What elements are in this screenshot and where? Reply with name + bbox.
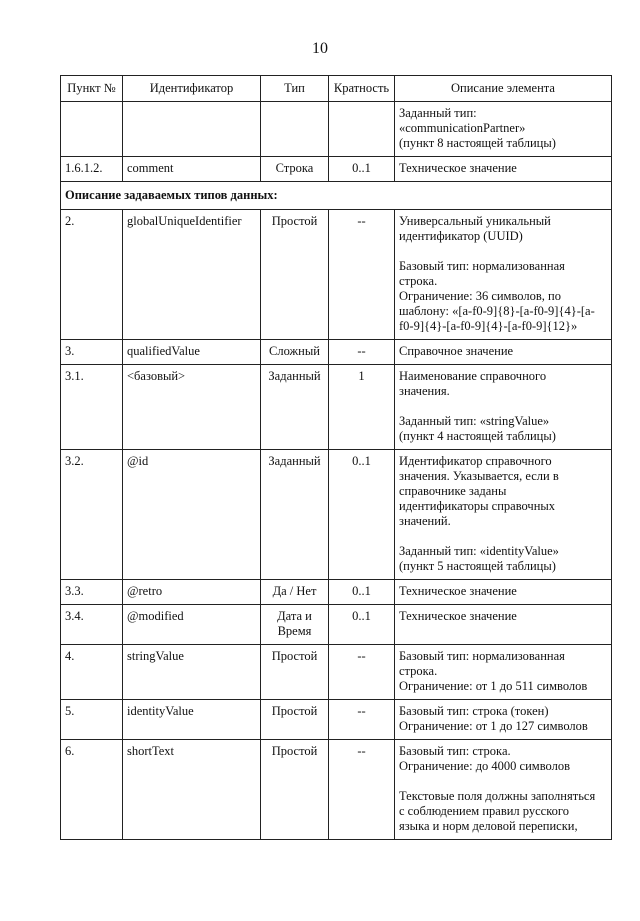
- identifier-cell: qualifiedValue: [123, 340, 261, 365]
- item-number-cell: 3.1.: [61, 365, 123, 450]
- description-line: f0-9]{4}-[a-f0-9]{4}-[a-f0-9]{12}»: [399, 319, 578, 333]
- identifier-cell: globalUniqueIdentifier: [123, 210, 261, 340]
- type-cell: Дата и Время: [261, 605, 329, 645]
- description-line: Базовый тип: нормализованная: [399, 649, 565, 663]
- table-row: [61, 102, 612, 157]
- description-line: Заданный тип: «identityValue»: [399, 544, 559, 558]
- multiplicity-cell: [329, 102, 395, 157]
- header-type: Тип: [261, 76, 329, 102]
- item-number-cell: 6.: [61, 740, 123, 840]
- item-number-cell: 3.: [61, 340, 123, 365]
- description-paragraph: [399, 744, 607, 774]
- identifier-cell: @id: [123, 450, 261, 580]
- multiplicity-cell: --: [329, 645, 395, 700]
- description-line: Текстовые поля должны заполняться: [399, 789, 596, 803]
- description-line: Справочное значение: [399, 344, 514, 358]
- description-line: Идентификатор справочного: [399, 454, 552, 468]
- description-cell: [395, 605, 612, 645]
- description-line: значений.: [399, 514, 451, 528]
- description-line: идентификаторы справочных: [399, 499, 556, 513]
- type-cell: Простой: [261, 210, 329, 340]
- description-cell: [395, 365, 612, 450]
- description-cell: [395, 340, 612, 365]
- description-line: Заданный тип: «stringValue»: [399, 414, 550, 428]
- item-number-cell: 5.: [61, 700, 123, 740]
- table-row: [61, 365, 612, 450]
- table-row: [61, 645, 612, 700]
- description-paragraph: [399, 609, 607, 624]
- multiplicity-cell: --: [329, 210, 395, 340]
- description-cell: [395, 645, 612, 700]
- description-line: значения. Указывается, если в: [399, 469, 559, 483]
- description-line: (пункт 8 настоящей таблицы): [399, 136, 556, 150]
- description-line: справочнике заданы: [399, 484, 507, 498]
- item-number-cell: 4.: [61, 645, 123, 700]
- description-line: Базовый тип: нормализованная: [399, 259, 565, 273]
- description-paragraph: [399, 544, 607, 574]
- description-line: Универсальный уникальный: [399, 214, 551, 228]
- description-line: Ограничение: от 1 до 127 символов: [399, 719, 588, 733]
- description-line: «communicationPartner»: [399, 121, 526, 135]
- description-line: Наименование справочного: [399, 369, 547, 383]
- identifier-cell: shortText: [123, 740, 261, 840]
- description-line: строка.: [399, 274, 438, 288]
- table-row: [61, 580, 612, 605]
- multiplicity-cell: 0..1: [329, 157, 395, 182]
- description-line: (пункт 5 настоящей таблицы): [399, 559, 556, 573]
- header-identifier: Идентификатор: [123, 76, 261, 102]
- table-row: [61, 700, 612, 740]
- identifier-cell: identityValue: [123, 700, 261, 740]
- type-cell: Да / Нет: [261, 580, 329, 605]
- item-number-cell: 1.6.1.2.: [61, 157, 123, 182]
- description-line: Базовый тип: строка (токен): [399, 704, 549, 718]
- description-paragraph: [399, 454, 607, 529]
- item-number-cell: 3.3.: [61, 580, 123, 605]
- item-number-cell: 3.4.: [61, 605, 123, 645]
- multiplicity-cell: --: [329, 700, 395, 740]
- header-multiplicity: Кратность: [329, 76, 395, 102]
- table-row: [61, 157, 612, 182]
- table-row: [61, 740, 612, 840]
- description-paragraph: [399, 106, 607, 151]
- description-line: Техническое значение: [399, 609, 517, 623]
- identifier-cell: comment: [123, 157, 261, 182]
- description-cell: [395, 700, 612, 740]
- description-line: строка.: [399, 664, 438, 678]
- description-paragraph: [399, 584, 607, 599]
- page-number: 10: [312, 40, 328, 57]
- description-line: Техническое значение: [399, 584, 517, 598]
- description-paragraph: [399, 704, 607, 734]
- description-line: шаблону: «[a-f0-9]{8}-[a-f0-9]{4}-[a-: [399, 304, 595, 318]
- table-row: [61, 340, 612, 365]
- header-item-number: Пункт №: [61, 76, 123, 102]
- description-paragraph: [399, 649, 607, 694]
- description-cell: [395, 102, 612, 157]
- identifier-cell: stringValue: [123, 645, 261, 700]
- type-cell: Простой: [261, 740, 329, 840]
- type-cell: Строка: [261, 157, 329, 182]
- description-line: Ограничение: до 4000 символов: [399, 759, 570, 773]
- description-paragraph: [399, 161, 607, 176]
- description-cell: [395, 740, 612, 840]
- multiplicity-cell: 0..1: [329, 580, 395, 605]
- item-number-cell: [61, 102, 123, 157]
- description-paragraph: [399, 369, 607, 399]
- type-cell: [261, 102, 329, 157]
- item-number-cell: 3.2.: [61, 450, 123, 580]
- type-cell: Заданный: [261, 450, 329, 580]
- description-line: (пункт 4 настоящей таблицы): [399, 429, 556, 443]
- description-cell: [395, 450, 612, 580]
- description-paragraph: [399, 789, 607, 834]
- description-paragraph: [399, 259, 607, 334]
- description-line: с соблюдением правил русского: [399, 804, 569, 818]
- description-line: идентификатор (UUID): [399, 229, 523, 243]
- header-description: Описание элемента: [395, 76, 612, 102]
- type-cell: Простой: [261, 700, 329, 740]
- description-paragraph: [399, 414, 607, 444]
- section-row: [61, 182, 612, 210]
- identifier-cell: <базовый>: [123, 365, 261, 450]
- description-line: Ограничение: 36 символов, по: [399, 289, 561, 303]
- description-line: языка и норм деловой переписки,: [399, 819, 578, 833]
- type-cell: Заданный: [261, 365, 329, 450]
- specification-table: [60, 75, 612, 840]
- multiplicity-cell: --: [329, 340, 395, 365]
- description-line: Заданный тип:: [399, 106, 477, 120]
- table-row: [61, 210, 612, 340]
- section-heading: Описание задаваемых типов данных:: [61, 182, 612, 210]
- multiplicity-cell: 0..1: [329, 605, 395, 645]
- table-row: [61, 605, 612, 645]
- description-line: Ограничение: от 1 до 511 символов: [399, 679, 588, 693]
- multiplicity-cell: 1: [329, 365, 395, 450]
- identifier-cell: @modified: [123, 605, 261, 645]
- description-cell: [395, 580, 612, 605]
- type-cell: Простой: [261, 645, 329, 700]
- type-cell: Сложный: [261, 340, 329, 365]
- table-body: [61, 102, 612, 840]
- description-paragraph: [399, 214, 607, 244]
- item-number-cell: 2.: [61, 210, 123, 340]
- multiplicity-cell: 0..1: [329, 450, 395, 580]
- description-line: Базовый тип: строка.: [399, 744, 511, 758]
- description-paragraph: [399, 344, 607, 359]
- description-cell: [395, 157, 612, 182]
- table-row: [61, 450, 612, 580]
- multiplicity-cell: --: [329, 740, 395, 840]
- description-line: значения.: [399, 384, 450, 398]
- description-cell: [395, 210, 612, 340]
- table-header-row: [61, 76, 612, 102]
- description-line: Техническое значение: [399, 161, 517, 175]
- identifier-cell: @retro: [123, 580, 261, 605]
- identifier-cell: [123, 102, 261, 157]
